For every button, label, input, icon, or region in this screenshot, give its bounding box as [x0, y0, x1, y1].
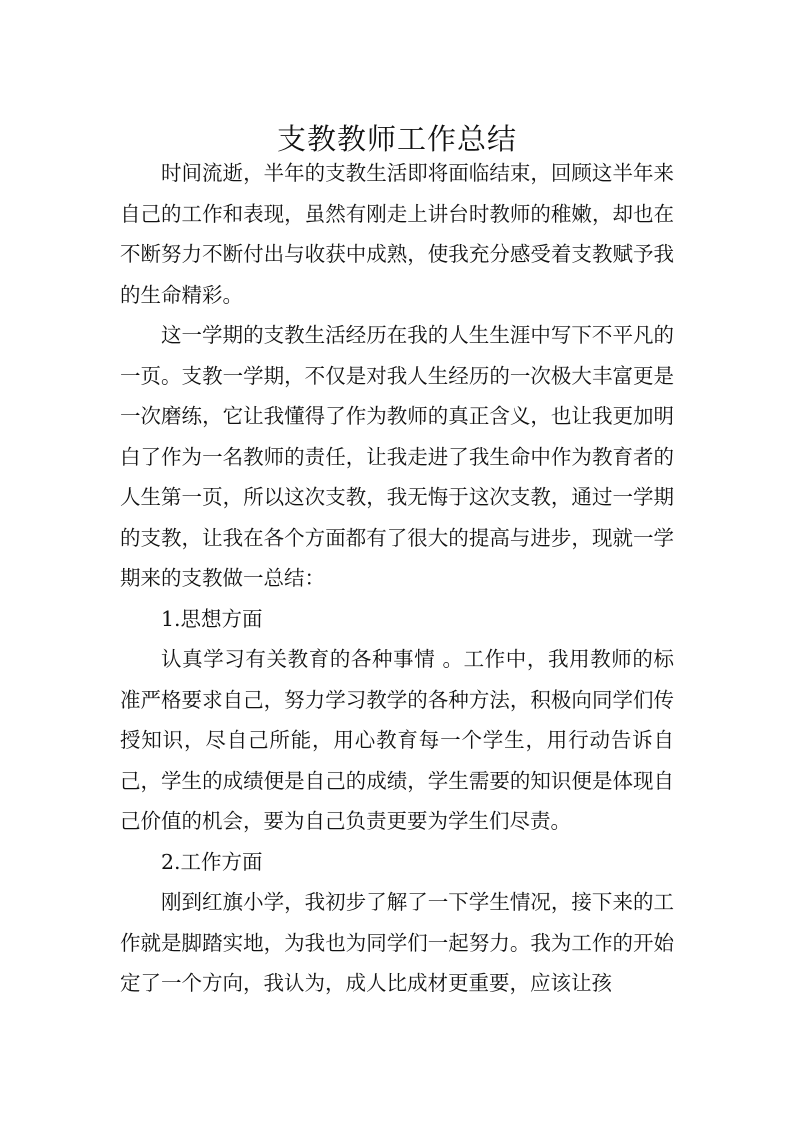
document-body: [120, 153, 674, 1004]
paragraph-overview: 这一学期的支教生活经历在我的人生生涯中写下不平凡的一页。支教一学期，不仅是对我人生经历的一次极大丰富更是一次磨练，它让我懂得了作为教师的真正含义，也让我更加明白了作为一名教师的责任，让我走进了我生命中作为教育者的人生第一页，所以这次支教，我无悔于这次支教，通过一学期的支教，让我在各个方面都有了很大的提高与进步，现就一学期来的支教做一总结：: [120, 323, 674, 590]
paragraph-intro: 时间流逝，半年的支教生活即将面临结束，回顾这半年来自己的工作和表现，虽然有刚走上讲台时教师的稚嫩，却也在不断努力不断付出与收获中成熟，使我充分感受着支教赋予我的生命精彩。: [120, 161, 674, 307]
section-heading-work: 2.工作方面: [161, 849, 263, 874]
paragraph-thought: 认真学习有关教育的各种事情 。工作中，我用教师的标准严格要求自己，努力学习教学的各种方法，积极向同学们传授知识，尽自己所能，用心教育每一个学生，用行动告诉自己，学生的成绩便是自己的成绩，学生需要的知识便是体现自己价值的机会，要为自己负责更要为学生们尽责。: [120, 647, 674, 833]
document-title: 支教教师工作总结: [276, 122, 517, 157]
section-heading-thought: 1.思想方面: [161, 606, 263, 631]
paragraph-work: 刚到红旗小学，我初步了解了一下学生情况，接下来的工作就是脚踏实地，为我也为同学们一起努力。我为工作的开始定了一个方向，我认为，成人比成材更重要，应该让孩: [120, 890, 674, 995]
